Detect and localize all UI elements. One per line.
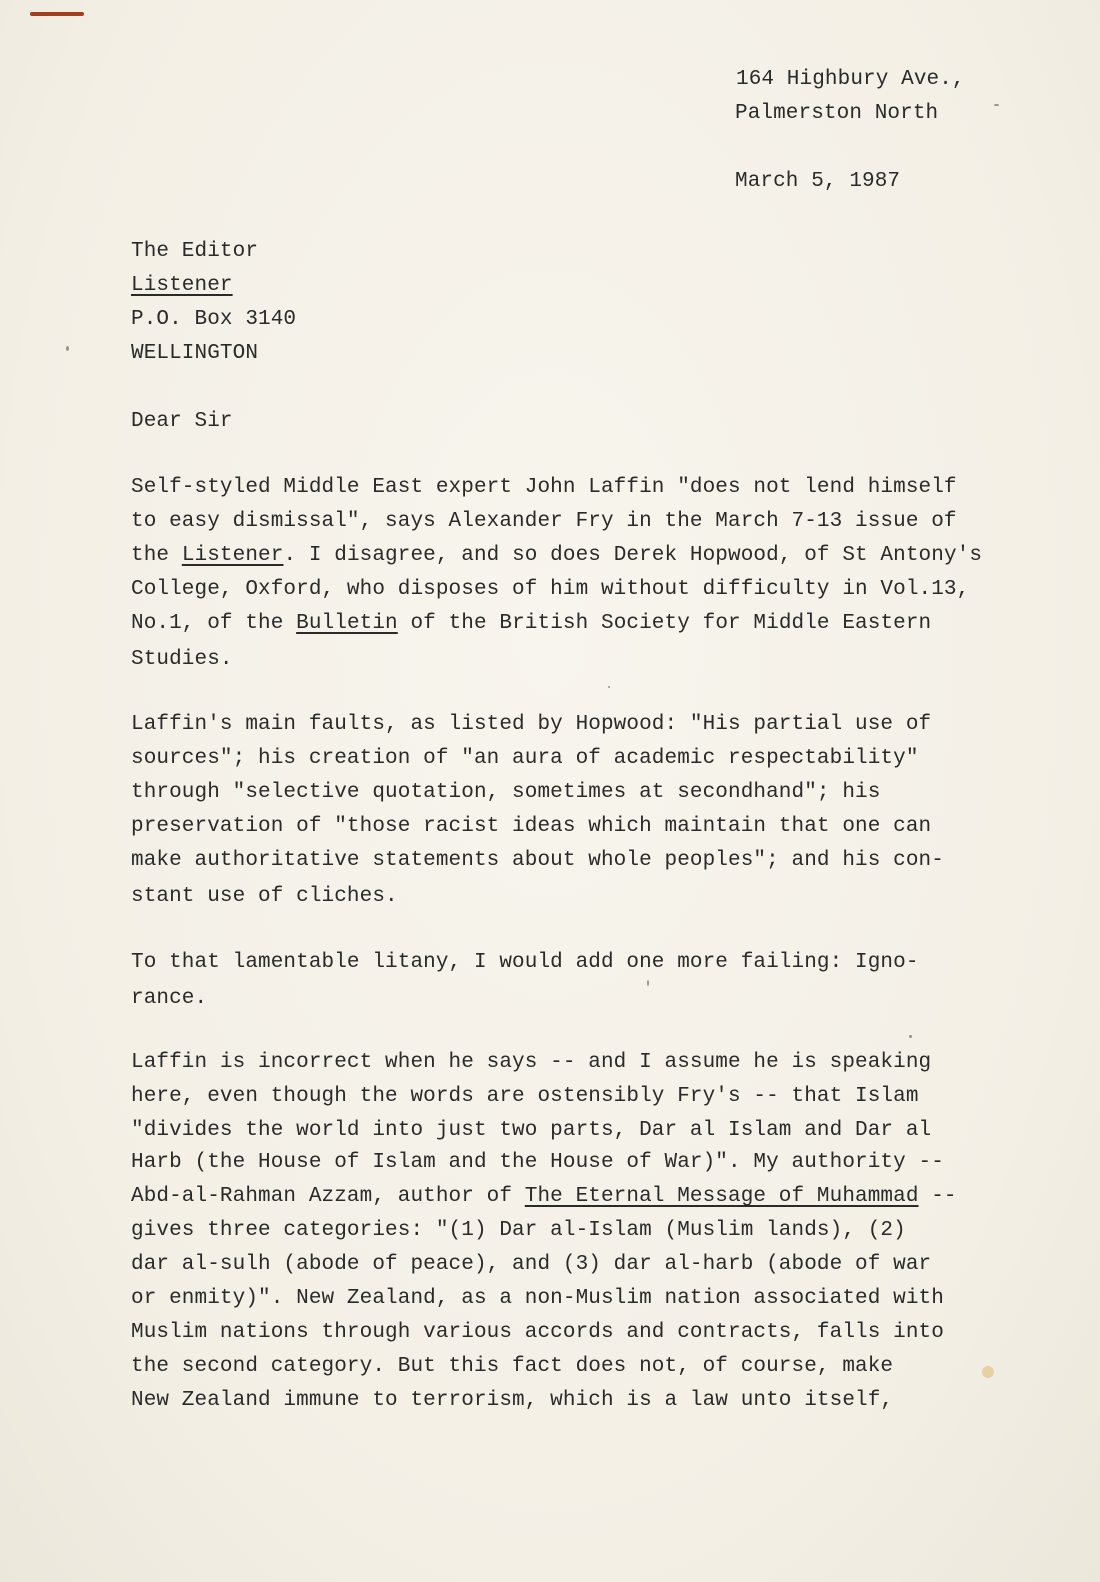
- paragraph-line: or enmity)". New Zealand, as a non-Muslim nation associated with: [131, 1287, 944, 1310]
- paragraph-line: [131, 613, 931, 634]
- text-segment: the: [131, 544, 182, 567]
- sender-city: Palmerston North: [735, 102, 939, 125]
- paragraph-line: the second category. But this fact does not, of course, make: [131, 1355, 894, 1378]
- paragraph-line: Self-styled Middle East expert John Laffin "does not lend himself: [131, 476, 957, 499]
- paragraph-line: Laffin is incorrect when he says -- and I assume he is speaking: [131, 1051, 932, 1074]
- paragraph-line: New Zealand immune to terrorism, which is a law unto itself,: [131, 1389, 894, 1412]
- paragraph-line: dar al-sulh (abode of peace), and (3) dar al-harb (abode of war: [131, 1253, 932, 1276]
- text-segment: No.1, of the: [131, 612, 297, 635]
- book-title: The Eternal Message of Muhammad: [524, 1185, 919, 1208]
- recipient-city: WELLINGTON: [131, 342, 259, 365]
- sender-street: 164 Highbury Ave.,: [736, 68, 965, 91]
- paragraph-line: preservation of "those racist ideas which maintain that one can: [131, 815, 932, 838]
- text-segment: of the British Society for Middle Eastern: [397, 612, 932, 635]
- paragraph-line: [131, 1186, 957, 1207]
- corner-ink-mark: [30, 12, 84, 16]
- paragraph-line: Muslim nations through various accords and contracts, falls into: [131, 1321, 944, 1344]
- listener-title: Listener: [181, 544, 284, 567]
- recipient-box: P.O. Box 3140: [131, 308, 297, 331]
- paragraph-line: to easy dismissal", says Alexander Fry in the March 7-13 issue of: [131, 510, 957, 533]
- paragraph-line: stant use of cliches.: [131, 885, 398, 908]
- paragraph-line: sources"; his creation of "an aura of academic respectability": [131, 747, 919, 770]
- paper-speck: [909, 1035, 912, 1038]
- paragraph-line: here, even though the words are ostensibly Fry's -- that Islam: [131, 1085, 919, 1108]
- text-segment: --: [918, 1185, 957, 1208]
- paragraph-line: rance.: [131, 987, 208, 1010]
- paragraph-line: Studies.: [131, 648, 233, 671]
- bulletin-title: Bulletin: [296, 612, 398, 635]
- paragraph-line: To that lamentable litany, I would add one more failing: Igno-: [131, 951, 919, 974]
- paragraph-line: Harb (the House of Islam and the House of War)". My authority --: [131, 1151, 944, 1174]
- paragraph-line: Laffin's main faults, as listed by Hopwood: "His partial use of: [131, 713, 932, 736]
- paragraph-line: College, Oxford, who disposes of him without difficulty in Vol.13,: [131, 578, 970, 601]
- salutation: Dear Sir: [131, 410, 233, 433]
- paragraph-line: "divides the world into just two parts, Dar al Islam and Dar al: [131, 1119, 932, 1142]
- paper-speck: [66, 346, 69, 351]
- paper-speck: [608, 686, 610, 688]
- paragraph-line: gives three categories: "(1) Dar al-Islam (Muslim lands), (2): [131, 1219, 906, 1242]
- recipient-publication: Listener: [131, 274, 233, 297]
- text-segment: Abd-al-Rahman Azzam, author of: [131, 1185, 525, 1208]
- text-segment: . I disagree, and so does Derek Hopwood, of St Antony's: [283, 544, 983, 567]
- paper-speck: [647, 980, 649, 986]
- paper-stain: [982, 1366, 994, 1378]
- recipient-title: The Editor: [131, 240, 259, 263]
- letter-date: March 5, 1987: [735, 170, 901, 193]
- paragraph-line: through "selective quotation, sometimes at secondhand"; his: [131, 781, 881, 804]
- paragraph-line: [131, 545, 982, 566]
- paragraph-line: make authoritative statements about whole peoples"; and his con-: [131, 849, 944, 872]
- paper-speck: [994, 104, 999, 106]
